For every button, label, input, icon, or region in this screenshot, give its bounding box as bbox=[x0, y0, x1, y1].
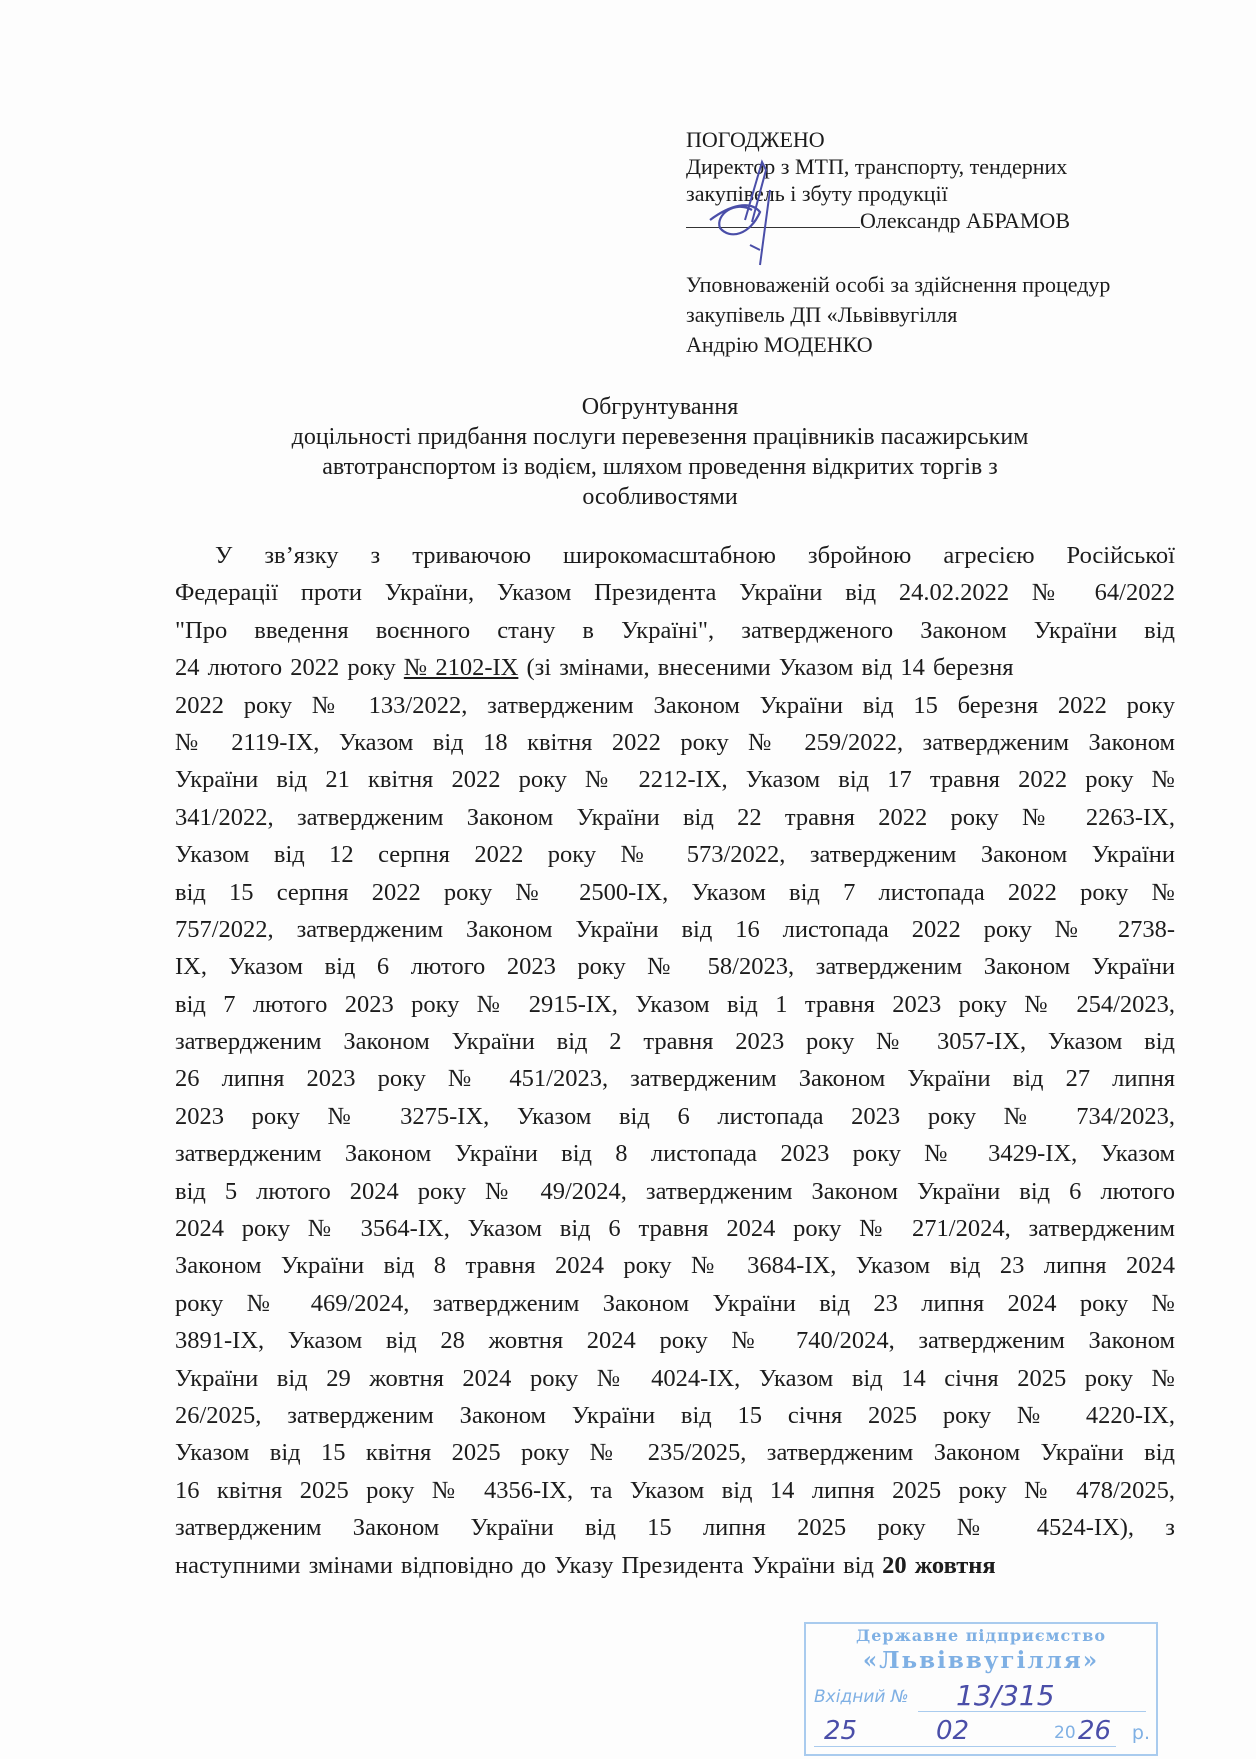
registration-stamp bbox=[804, 1622, 1158, 1756]
signature-underline bbox=[686, 207, 860, 228]
body-bold-date: 20 жовтня bbox=[882, 1551, 996, 1579]
body-line: "Про введення воєнного стану в Україні", затвердженого Законом України від bbox=[175, 616, 1175, 644]
body-line: від 7 лютого 2023 року № 2915-IX, Указом від 1 травня 2023 року № 254/2023, bbox=[175, 990, 1175, 1018]
approval-signatory: Олександр АБРАМОВ bbox=[860, 208, 1070, 233]
approval-position-line1: Директор з МТП, транспорту, тендерних bbox=[686, 154, 1068, 179]
approval-signature-line bbox=[686, 207, 1070, 234]
body-line: 2023 року № 3275-IX, Указом від 6 листопада 2023 року № 734/2023, bbox=[175, 1102, 1175, 1130]
body-line-text: 24 лютого 2022 року bbox=[175, 654, 404, 682]
body-line: № 2119-IX, Указом від 18 квітня 2022 року № 259/2022, затвердженим Законом bbox=[175, 728, 1175, 756]
stamp-incoming-label: Вхідний № bbox=[814, 1687, 909, 1707]
stamp-org-name: «Львіввугілля» bbox=[862, 1647, 1100, 1674]
stamp-org-type: Державне підприємство bbox=[856, 1626, 1106, 1645]
body-line: 2024 року № 3564-IX, Указом від 6 травня 2024 року № 271/2024, затвердженим bbox=[175, 1215, 1175, 1243]
body-line: від 15 серпня 2022 року № 2500-IX, Указом від 7 листопада 2022 року № bbox=[175, 878, 1175, 906]
handwritten-month: 02 bbox=[936, 1716, 970, 1746]
title-line1: Обгрунтування bbox=[581, 394, 739, 420]
body-line: 757/2022, затвердженим Законом України від 16 листопада 2022 року № 2738- bbox=[175, 915, 1175, 943]
addressee-line1: Уповноваженій особі за здійснення процедур bbox=[686, 272, 1111, 297]
handwritten-year: 26 bbox=[1078, 1716, 1112, 1746]
body-line-text: (зі змінами, внесеними Указом від 14 березня bbox=[518, 654, 1014, 682]
addressee-block bbox=[686, 270, 1110, 360]
law-reference-link[interactable]: № 2102-IX bbox=[403, 654, 519, 682]
approval-position-line2: закупівель і збуту продукції bbox=[686, 181, 948, 206]
body-line: Законом України від 8 травня 2024 року № 3684-IX, Указом від 23 липня 2024 bbox=[175, 1252, 1175, 1280]
body-line: України від 29 жовтня 2024 року № 4024-IX, Указом від 14 січня 2025 року № bbox=[175, 1364, 1175, 1392]
body-line: затвердженим Законом України від 2 травня 2023 року № 3057-IX, Указом від bbox=[175, 1028, 1175, 1056]
approval-block bbox=[686, 126, 1070, 234]
addressee-line2: закупівель ДП «Львіввугілля bbox=[686, 302, 958, 327]
body-paragraph bbox=[175, 537, 1175, 1584]
body-line: затвердженим Законом України від 8 листопада 2023 року № 3429-IX, Указом bbox=[175, 1140, 1175, 1168]
body-line: від 5 лютого 2024 року № 49/2024, затвердженим Законом України від 6 лютого bbox=[175, 1177, 1175, 1205]
handwritten-incoming-number: 13/315 bbox=[956, 1679, 1055, 1712]
body-line: 2022 року № 133/2022, затвердженим Законом України від 15 березня 2022 року bbox=[175, 691, 1175, 719]
body-line-text: наступними змінами відповідно до Указу Президента України від bbox=[175, 1551, 883, 1579]
stamp-date-line bbox=[814, 1746, 1116, 1747]
body-line: Федерації проти України, Указом Президента України від 24.02.2022 № 64/2022 bbox=[175, 579, 1175, 607]
body-line: Указом від 15 квітня 2025 року № 235/2025, затвердженим Законом України від bbox=[175, 1439, 1175, 1467]
title-line2: доцільності придбання послуги перевезення працівників пасажирським bbox=[291, 424, 1029, 450]
title-line4: особливостями bbox=[582, 484, 738, 510]
document-title bbox=[160, 392, 1160, 512]
body-line: затвердженим Законом України від 15 липня 2025 року № 4524-IX), з bbox=[175, 1514, 1175, 1542]
approval-heading: ПОГОДЖЕНО bbox=[686, 127, 825, 152]
addressee-name: Андрію МОДЕНКО bbox=[686, 332, 873, 357]
body-line: 26 липня 2023 року № 451/2023, затвердженим Законом України від 27 липня bbox=[175, 1065, 1175, 1093]
body-line: України від 21 квітня 2022 року № 2212-IX, Указом від 17 травня 2022 року № bbox=[175, 766, 1175, 794]
body-line: 26/2025, затвердженим Законом України від 15 січня 2025 року № 4220-IX, bbox=[175, 1401, 1175, 1429]
body-line: Указом від 12 серпня 2022 року № 573/2022, затвердженим Законом України bbox=[175, 841, 1175, 869]
body-line: IX, Указом від 6 лютого 2023 року № 58/2023, затвердженим Законом України bbox=[175, 953, 1175, 981]
body-line: року № 469/2024, затвердженим Законом України від 23 липня 2024 року № bbox=[175, 1289, 1175, 1317]
body-line bbox=[175, 649, 1175, 686]
body-line bbox=[175, 1547, 1175, 1584]
body-line: 341/2022, затвердженим Законом України від 22 травня 2022 року № 2263-IX, bbox=[175, 803, 1175, 831]
stamp-year-unit: р. bbox=[1131, 1722, 1150, 1744]
body-line: 16 квітня 2025 року № 4356-IX, та Указом від 14 липня 2025 року № 478/2025, bbox=[175, 1476, 1175, 1504]
body-line: 3891-IX, Указом від 28 жовтня 2024 року № 740/2024, затвердженим Законом bbox=[175, 1327, 1175, 1355]
stamp-year-prefix: 20 bbox=[1054, 1723, 1076, 1743]
handwritten-day: 25 bbox=[824, 1716, 858, 1746]
title-line3: автотранспортом із водієм, шляхом проведення відкритих торгів з bbox=[322, 454, 998, 480]
body-line: У зв’язку з триваючою широкомасштабною збройною агресією Російської bbox=[215, 542, 1175, 569]
